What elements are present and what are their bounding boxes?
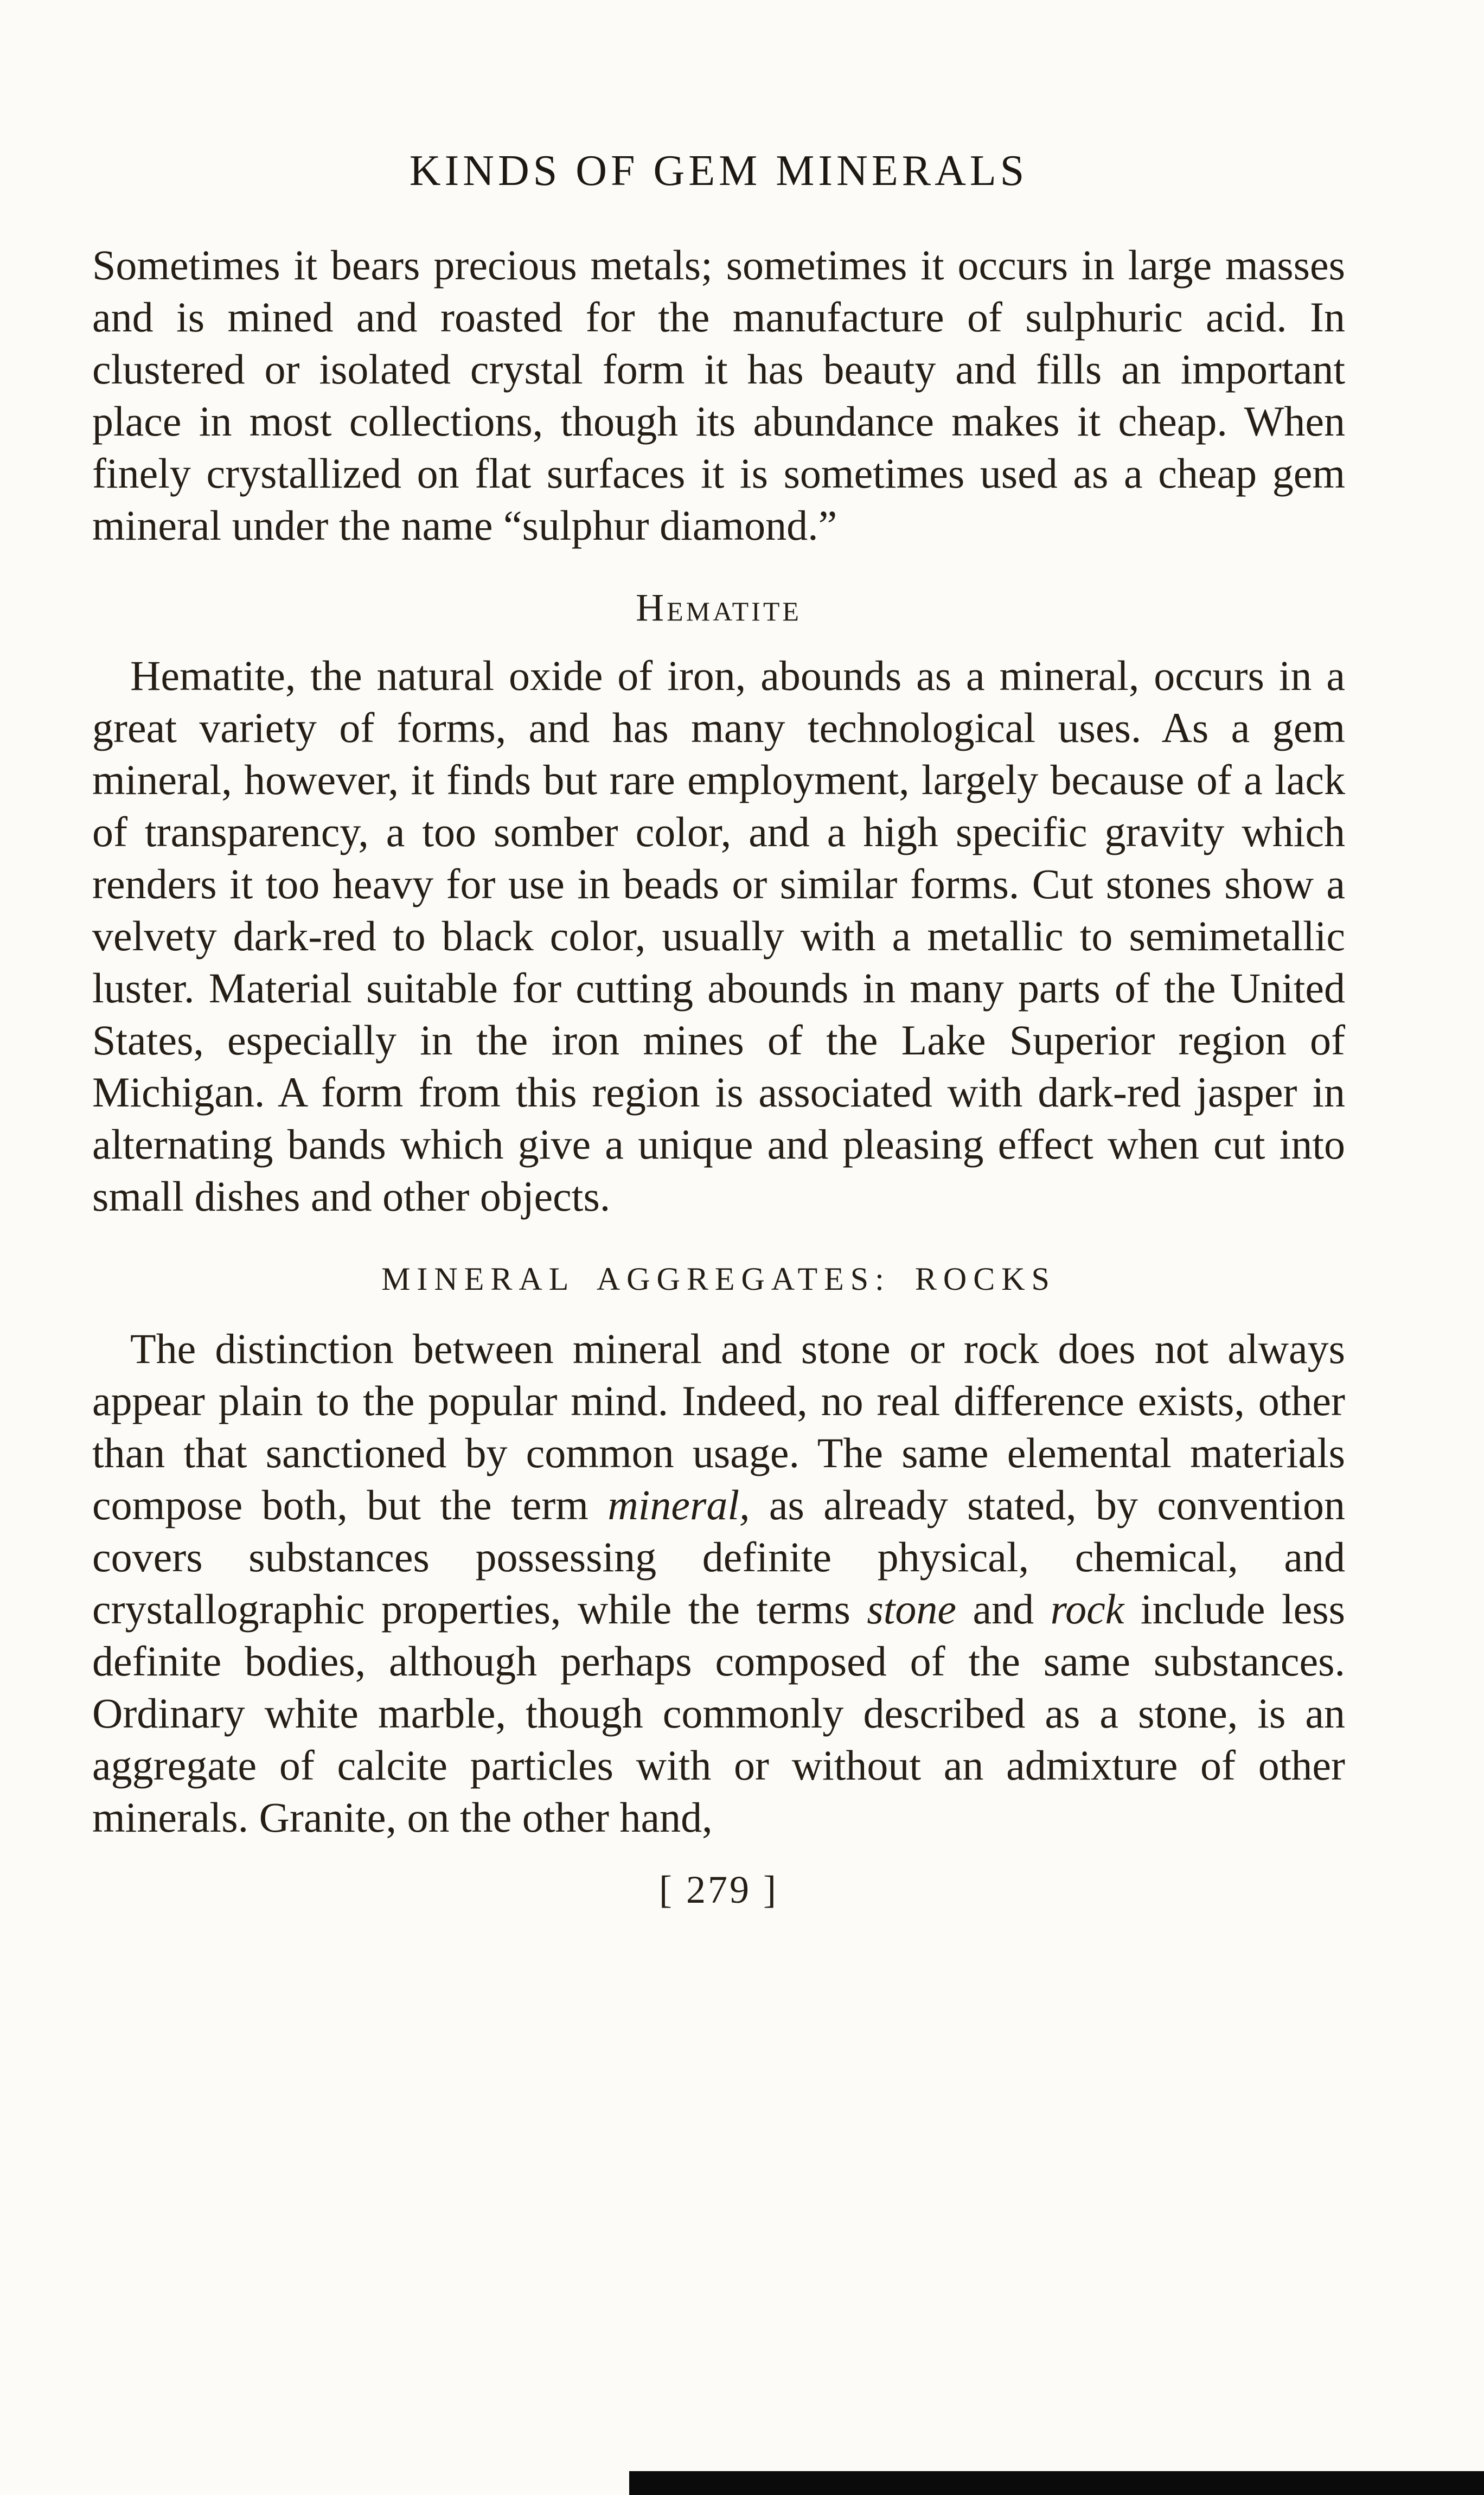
text-run: Hematite, the natural oxide of iron, abounds as a mineral, occurs in a great variety of forms, and has many technological uses. As a gem mineral, however, it finds but rare employment, largely because of a lack of transparency, a too somber color, and a high specific gravity which renders it too heavy for use in beads or similar forms. Cut stones show a velvety dark-red to black color, usually with a metallic to semimetallic luster. Material suitable for cutting abounds in many parts of the United States, especially in the iron mines of the Lake Superior region of Michigan. A form from this region is associated with dark-red jasper in alternating bands which give a unique and pleasing effect when cut into small dishes and other objects. <box>92 652 1345 1220</box>
text-run: include less definite bodies, although perhaps composed of the same substances. Ordinary white marble, though commonly described as a stone, is an aggregate of calcite particles with or without an admixture of other minerals. Granite, on the other hand, <box>92 1585 1345 1841</box>
text-run: and <box>956 1585 1051 1633</box>
paragraph-hematite <box>92 650 1345 1223</box>
page-title: KINDS OF GEM MINERALS <box>409 147 1028 195</box>
text-run: Sometimes it bears precious metals; sometimes it occurs in large masses and is mined and roasted for the manufacture of sulphuric acid. In clustered or isolated crystal form it has beauty and fills an important place in most collections, though its abundance makes it cheap. When finely crystallized on flat surfaces it is sometimes used as a cheap gem mineral under the name “sulphur diamond.” <box>92 241 1345 549</box>
book-page <box>92 146 1345 1912</box>
section-heading-mineral-aggregates-rocks: MINERAL AGGREGATES: ROCKS <box>381 1261 1056 1297</box>
text-run: as already stated, by convention covers substances possessing definite physical, chemical, and crystallographic properties, while the terms <box>92 1481 1345 1633</box>
section-heading-hematite: Hematite <box>636 586 802 629</box>
italic-text-run: stone <box>867 1585 956 1633</box>
paragraph-sulphur-continuation <box>92 239 1345 552</box>
italic-text-run: rock <box>1050 1585 1124 1633</box>
paragraph-mineral-aggregates <box>92 1323 1345 1844</box>
scan-artifact-bar <box>629 2471 1484 2495</box>
text-run: The distinction between mineral and stone or rock does not always appear plain to the popular mind. Indeed, no real difference exists, other than that sanctioned by common usage. The same elemental materials compose both, but the term <box>92 1325 1345 1528</box>
page-number: [ 279 ] <box>659 1868 778 1911</box>
italic-text-run: mineral, <box>607 1481 750 1528</box>
